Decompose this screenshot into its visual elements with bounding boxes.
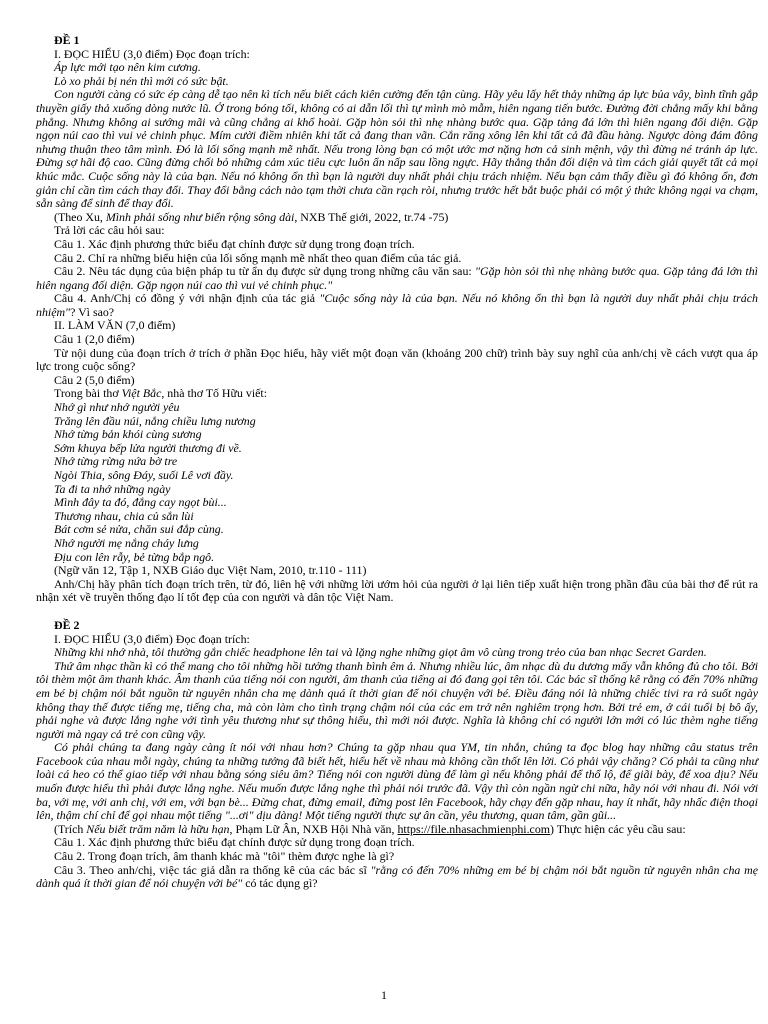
- section-gap: [36, 605, 758, 619]
- de1-c1-heading: Câu 1 (2,0 điểm): [54, 332, 135, 347]
- de2-question-3-text: Câu 3. Theo anh/chị, việc tác giả dẫn ra thống kê của các bác sĩ: [54, 862, 371, 877]
- poem-line: Trăng lên đầu núi, nắng chiều lưng nương: [54, 413, 256, 428]
- de1-source-title: Mình phải sống như biển rộng sông dài: [105, 209, 295, 224]
- de1-poem-title: Việt Bắc: [121, 386, 162, 401]
- poem-line: Nhớ từng rừng nứa bờ tre: [54, 454, 178, 469]
- poem-line: Nhớ người mẹ nắng cháy lưng: [54, 535, 199, 550]
- page-number: 1: [381, 988, 387, 1002]
- de1-question-4-text: Câu 4. Anh/Chị có đồng ý với nhận định của tác giả: [54, 291, 320, 306]
- de1-poem-intro: [36, 387, 758, 401]
- de1-question-2b: [36, 265, 758, 292]
- de2-title: ĐỀ 2: [54, 617, 80, 632]
- de1-question-4-quote: "Cuộc sống này là của bạn. Nếu nó không ổn thì bạn là người duy nhất phải chịu trách nhiệm": [36, 291, 758, 319]
- poem-line: Nhớ từng bản khói cùng sương: [54, 427, 202, 442]
- poem-line: Sớm khuya bếp lửa người thương đi về.: [54, 440, 242, 455]
- de1-poem-intro-suffix: , nhà thơ Tố Hữu viết:: [161, 386, 268, 401]
- poem-line: Ta đi ta nhớ những ngày: [54, 481, 171, 496]
- de2-question-3: [36, 864, 758, 891]
- de1-c2-heading: Câu 2 (5,0 điểm): [54, 372, 135, 387]
- de1-poem-intro-prefix: Trong bài thơ: [54, 386, 122, 401]
- de1-question-2a: Câu 2. Chỉ ra những biểu hiện của lối sống mạnh mẽ nhất theo quan điểm của tác giả.: [54, 250, 462, 265]
- de1-question-4-end: ? Vì sao?: [70, 304, 115, 319]
- de1-title: ĐỀ 1: [54, 33, 80, 47]
- de1-source-prefix: (Theo Xu,: [54, 209, 106, 224]
- de2-source-author: , Phạm Lữ Ân, NXB Hội Nhà văn,: [229, 821, 398, 836]
- poem-line: Nhớ gì như nhớ người yêu: [54, 400, 180, 415]
- de2-source-prefix: (Trích: [54, 821, 87, 836]
- de1-source-suffix: , NXB Thế giới, 2022, tr.74 -75): [294, 209, 449, 224]
- de2-paragraph-3: Có phải chúng ta đang ngày càng ít nói với nhau hơn? Chúng ta gặp nhau qua YM, tin nhắn, chúng ta đọc blog hay những câu status trên Facebook của nhau mỗi ngày, chúng ta những tưởng đã biết hết, hiểu hết về nhau mà không cần thốt lên lời. Có phải vậy chăng? Có phải ta cũng như loài cá heo có thể giao tiếp với nhau bằng sóng siêu âm? Tiếng nói con người dùng để làm gì nếu không phải để thổ lộ, để giãi bày, để xoa dịu? Nếu muốn được hiểu thì phải được lắng nghe. Nếu muốn được lắng nghe thì phải nói trước đã. Vậy thì còn ngần ngừ chi nữa, hãy nói với nhau đi. Nói với ba, với mẹ, với anh chị, với em, với bạn bè... Đừng chat, đừng email, đừng post lên Facebook, hãy chạy đến gặp nhau, hay ít nhất, hãy nhấc điện thoại lên, thậm chí chỉ để gọi nhau một tiếng "...ơi" dịu dàng! Một tiếng người thực sự ân cần, yêu thương, quan tâm, gần gũi...: [36, 740, 758, 823]
- de1-poem-source: (Ngữ văn 12, Tập 1, NXB Giáo dục Việt Nam, 2010, tr.110 - 111): [54, 563, 367, 578]
- de1-quote-2: Lò xo phải bị nén thì mới có sức bật.: [54, 73, 229, 88]
- de2-source-suffix: ) Thực hiện các yêu cầu sau:: [550, 821, 686, 836]
- de1-passage: Con người càng có sức ép càng dễ tạo nên kì tích nếu biết cách kiên cường đến tận cùng. Hãy yêu lấy hết thảy những áp lực bủa vây, bình tĩnh gắp thuyền giấy thả xuống dòng nước lũ. Ở trong bóng tối, không có ai dẫn lối thì tự mình mò mẫm, hiên ngang tiến bước. Đường đời chẳng mấy khi bằng phẳng. Nhưng không ai sướng mãi và cũng chẳng ai khổ hoài. Gặp hòn sỏi thì nhẹ nhàng bước qua. Gặp tảng đá lớn thì hiên ngang đối diện. Gặp ngọn núi cao thì vui vẻ chinh phục. Mím cười điềm nhiên khi tất cả đang than vãn. Cắn răng xông lên khi tất cả đã đầu hàng. Ngược dòng đám đông nhưng thuận theo tâm mình. Đó là lối sống mạnh mẽ nhất. Nếu trong lòng bạn có một ước mơ nặng hơn cả sinh mệnh, vậy thì đừng né tránh áp lực. Đừng sợ hãi độ cao. Cũng đừng chối bỏ những cảm xúc tiêu cực luôn ẩn nấp sau lồng ngực. Hãy thẳng thắn đối diện và tìm cách giải quyết tất cả mọi khúc mắc. Cuộc sống này là của bạn. Nếu nó không ổn thì bạn là người duy nhất phải chịu trách nhiệm. Nếu bạn cảm thấy điều gì đó không ổn, đơn giản chỉ cần tìm cách thay đổi. Thay đổi bằng cách nào tạm thời chưa cần rạch ròi, nhưng trước hết bắt buộc phải có một ý thức không ngại va chạm, sẵn sàng để sinh để thay đổi.: [36, 87, 758, 211]
- de1-writing-heading: II. LÀM VĂN (7,0 điểm): [54, 318, 176, 333]
- de2-reading-heading: I. ĐỌC HIỂU (3,0 điểm) Đọc đoạn trích:: [54, 631, 250, 646]
- poem-line: Mình đây ta đó, đắng cay ngọt bùi...: [54, 495, 227, 510]
- de2-question-1: Câu 1. Xác định phương thức biểu đạt chính được sử dụng trong đoạn trích.: [54, 835, 415, 850]
- de2-source-title: Nếu biết trăm năm là hữu hạn: [86, 821, 230, 836]
- de1-question-1: Câu 1. Xác định phương thức biểu đạt chính được sử dụng trong đoạn trích.: [54, 236, 415, 251]
- de2-paragraph-2: Thứ âm nhạc thần kì có thể mang cho tôi những hồi tưởng thanh bình êm ả. Nhưng nhiều lúc, âm nhạc dù du dương mấy vẫn không đủ cho tôi. Bởi tôi thèm một âm thanh khác. Âm thanh của tiếng nói con người, âm thanh của tiếng ai đó đang gọi tên tôi. Các bác sĩ thống kê rằng có đến 70% những em bé bị chậm nói bắt nguồn từ nguyên nhân cha mẹ dành quá ít thời gian để nói chuyện với bé. Điều đáng nói là những chiếc tivi ra rả suốt ngày không thay thế được tiếng mẹ, tiếng cha, mà còn làm cho tình trạng chậm nói của các em trở nên nghiêm trọng hơn. Bởi trẻ em, ở cái tuổi bị bô ấy, phải nghe và được lắng nghe với tình yêu thương như sự thông hiểu, thì mới nói được. Nghĩa là không chỉ có người lớn mới có lúc thèm nghe tiếng người mà ngay cả trẻ con cũng vậy.: [36, 658, 758, 741]
- poem-line: Ngòi Thia, sông Đáy, suối Lê vơi đầy.: [54, 468, 234, 482]
- poem-line: Thương nhau, chia củ sắn lùi: [54, 508, 194, 523]
- de2-question-3-quote: "rằng có đến 70% những em bé bị chậm nói bắt nguồn từ nguyên nhân cha mẹ dành quá ít thời gian để nói chuyện với bé": [36, 862, 758, 891]
- de1-source: [36, 211, 758, 225]
- de1-question-2b-text: Câu 2. Nêu tác dụng của biện pháp tu từ ẩn dụ được sử dụng trong những câu văn sau:: [54, 264, 476, 279]
- de1-reading-heading: I. ĐỌC HIỂU (3,0 điểm) Đọc đoạn trích:: [54, 46, 250, 61]
- de1-question-4: [36, 292, 758, 319]
- de1-task: Anh/Chị hãy phân tích đoạn trích trên, từ đó, liên hệ với những lời ướm hỏi của người ở lại liên tiếp xuất hiện trong phần đầu của bài thơ để rút ra nhận xét về truyền thống đạo lí tốt đẹp của con người và dân tộc Việt Nam.: [36, 576, 758, 605]
- de1-answer-prompt: Trả lời các câu hỏi sau:: [54, 223, 165, 238]
- de2-source: [36, 823, 758, 837]
- de1-quote-1: Áp lực mới tạo nên kim cương.: [54, 60, 201, 75]
- poem-line: Bát cơm sẻ nửa, chăn sui đắp cùng.: [54, 522, 224, 537]
- de2-source-link[interactable]: https://file.nhasachmienphi.com: [397, 821, 551, 836]
- poem-line: Địu con lên rẫy, bẻ từng bắp ngô.: [54, 549, 215, 564]
- document-body: [36, 34, 758, 891]
- de2-question-2: Câu 2. Trong đoạn trích, âm thanh khác mà "tôi" thèm được nghe là gì?: [54, 849, 395, 864]
- de2-paragraph-1: Những khi nhớ nhà, tôi thường gắn chiếc headphone lên tai và lặng nghe những giọt âm vô cùng trong trẻo của ban nhạc Secret Garden.: [54, 645, 707, 660]
- de2-question-3-end: có tác dụng gì?: [242, 876, 318, 891]
- de1-question-2b-quote: "Gặp hòn sỏi thì nhẹ nhàng bước qua. Gặp tảng đá lớn thì hiên ngang đối diện. Gặp ngọn núi cao thì vui vẻ chinh phục.": [36, 264, 758, 292]
- de1-c1-text: Từ nội dung của đoạn trích ở trích ở phần Đọc hiểu, hãy viết một đoạn văn (khoảng 200 chữ) trình bày suy nghĩ của anh/chị về cách vượt qua áp lực trong cuộc sống?: [36, 345, 758, 374]
